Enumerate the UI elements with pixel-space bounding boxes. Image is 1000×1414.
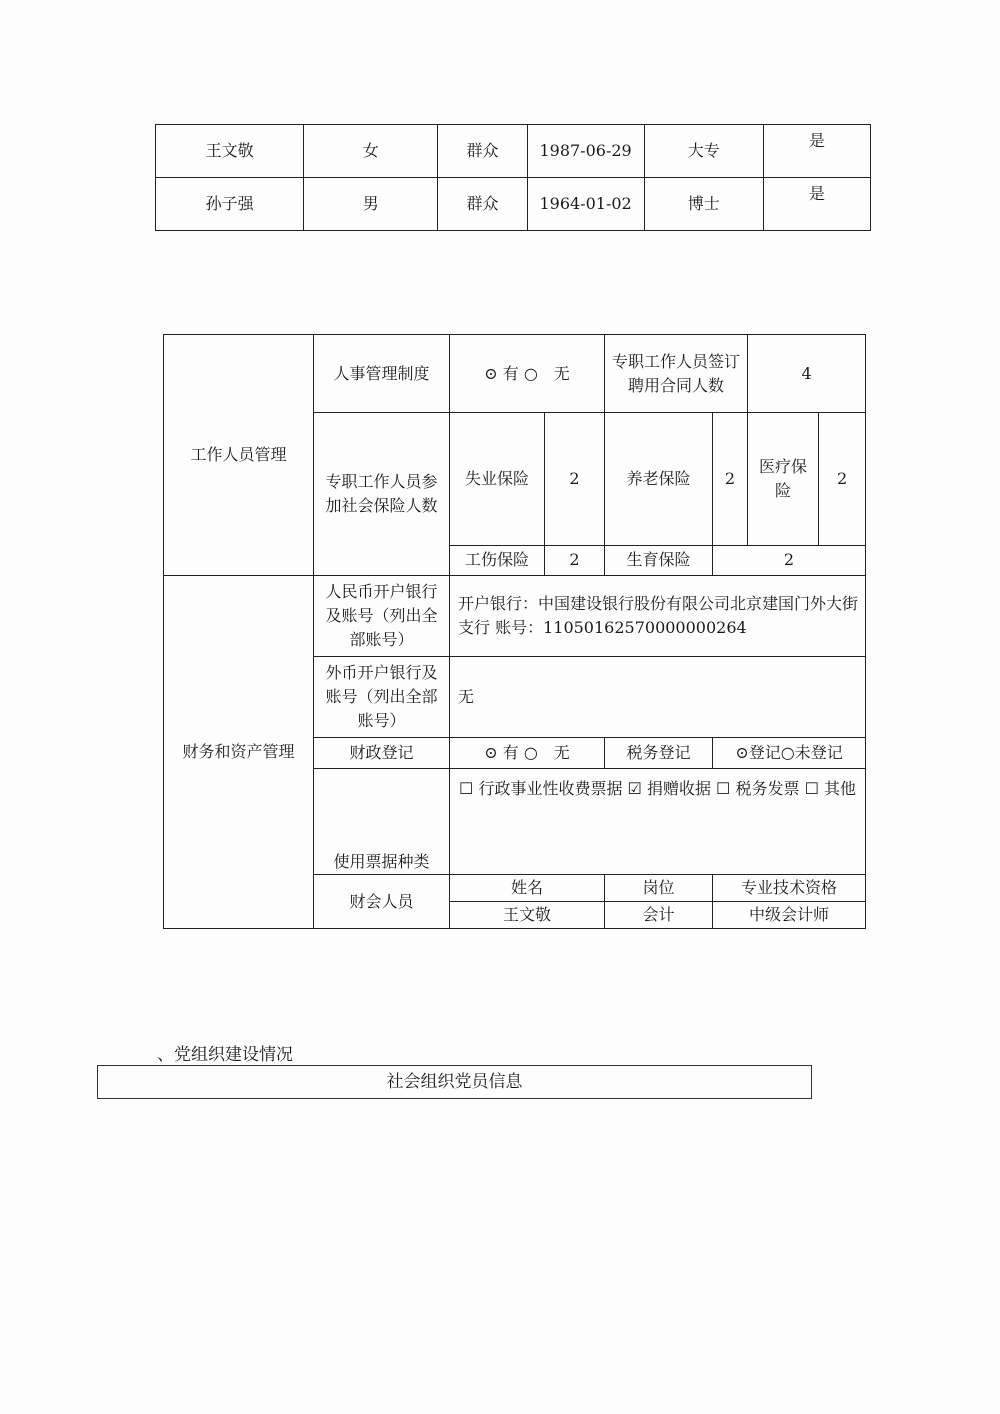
gender-cell: 男 [304,178,438,231]
staff-section-label: 工作人员管理 [164,335,314,576]
maternity-value: 2 [713,545,866,575]
contract-label: 专职工作人员签订聘用合同人数 [605,335,748,413]
flag-cell: 是 [763,178,870,231]
finance-section-label: 财务和资产管理 [164,576,314,929]
medical-label: 医疗保险 [748,413,819,546]
table-row [156,178,871,231]
name-cell: 孙子强 [156,178,304,231]
acc-col-post: 岗位 [605,875,713,902]
unemployment-value: 2 [545,413,605,546]
insurance-label: 专职工作人员参加社会保险人数 [314,413,450,576]
injury-value: 2 [545,545,605,575]
acc-col-name: 姓名 [450,875,605,902]
management-table [163,334,866,929]
fx-bank-label: 外币开户银行及账号（列出全部账号） [314,657,450,738]
acc-post: 会计 [605,902,713,929]
receipt-value: ☐ 行政事业性收费票据 ☑ 捐赠收据 ☐ 税务发票 ☐ 其他 [450,769,866,875]
birth-cell: 1964-01-02 [527,178,644,231]
tax-value: ⊙登记○未登记 [713,738,866,769]
accountant-label: 财会人员 [314,875,450,929]
acc-name: 王文敬 [450,902,605,929]
injury-label: 工伤保险 [450,545,545,575]
maternity-label: 生育保险 [605,545,713,575]
fiscal-value: ⊙ 有 ○ 无 [450,738,605,769]
acc-qual: 中级会计师 [713,902,866,929]
receipt-label: 使用票据种类 [314,769,450,875]
rmb-bank-value: 开户银行：中国建设银行股份有限公司北京建国门外大街支行 账号：11050162570000000264 [450,576,866,657]
acc-col-qual: 专业技术资格 [713,875,866,902]
contract-value: 4 [748,335,866,413]
party-cell: 群众 [438,178,527,231]
education-cell: 大专 [644,125,763,178]
unemployment-label: 失业保险 [450,413,545,546]
pension-value: 2 [713,413,748,546]
name-cell: 王文敬 [156,125,304,178]
education-cell: 博士 [644,178,763,231]
pension-label: 养老保险 [605,413,713,546]
birth-cell: 1987-06-29 [527,125,644,178]
member-table [155,124,871,231]
gender-cell: 女 [304,125,438,178]
party-member-info-box: 社会组织党员信息 [97,1065,812,1099]
party-cell: 群众 [438,125,527,178]
table-row [164,335,866,413]
table-row [164,576,866,657]
fx-bank-value: 无 [450,657,866,738]
fiscal-label: 财政登记 [314,738,450,769]
tax-label: 税务登记 [605,738,713,769]
hr-system-value: ⊙ 有 ○ 无 [450,335,605,413]
medical-value: 2 [819,413,866,546]
table-row [156,125,871,178]
flag-cell: 是 [763,125,870,178]
party-section-heading: 、党组织建设情况 [157,1045,293,1065]
hr-system-label: 人事管理制度 [314,335,450,413]
rmb-bank-label: 人民币开户银行及账号（列出全部账号） [314,576,450,657]
